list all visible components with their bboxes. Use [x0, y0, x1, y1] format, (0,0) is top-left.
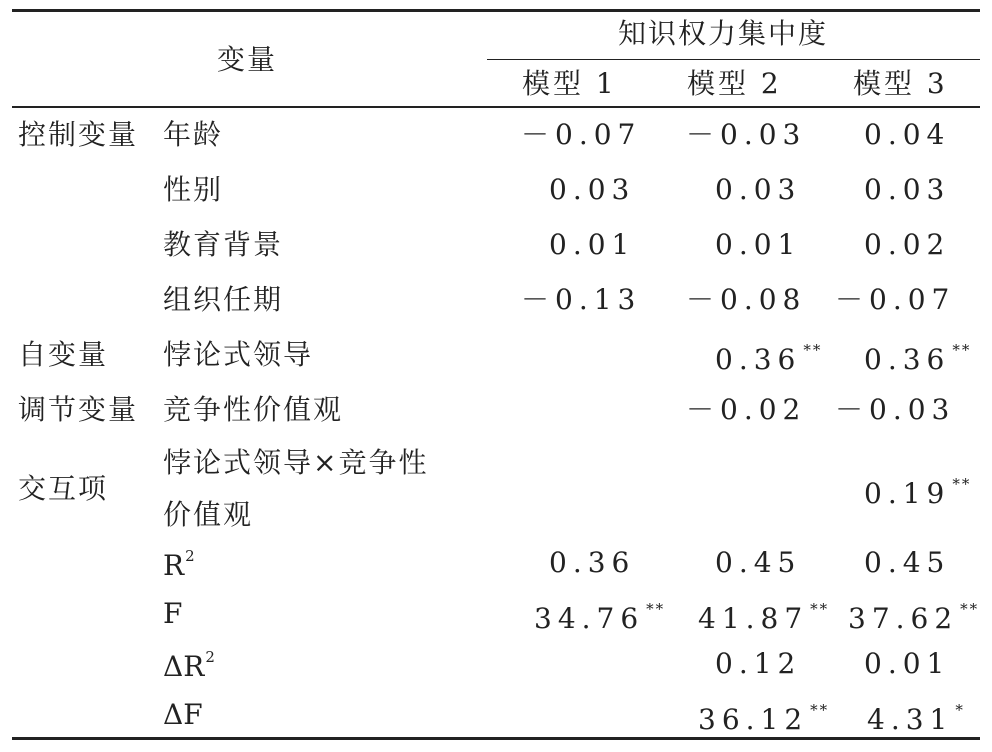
- cell-m1: 0.03: [549, 173, 636, 206]
- category-label: 自变量: [18, 338, 109, 371]
- cell-m3: 0.01: [864, 647, 951, 680]
- header-group: 知识权力集中度: [618, 17, 829, 50]
- cell-m3: 0.04: [864, 118, 951, 151]
- row-label: 悖论式领导: [163, 338, 314, 371]
- cell-m1: －0.13: [521, 283, 642, 316]
- header-model-2: 模型 2: [687, 67, 782, 100]
- cell-m2: 0.03: [715, 173, 802, 206]
- header-model-3: 模型 3: [853, 67, 948, 100]
- cell-m3: 37.62 **: [848, 600, 980, 635]
- row-label: $\Delta R^2$: [163, 648, 215, 683]
- row-label: 竞争性价值观: [163, 393, 344, 426]
- significance-marker: **: [960, 600, 980, 618]
- cell-m2: 0.45: [715, 546, 802, 579]
- cell-m1: 0.36: [549, 546, 636, 579]
- cell-m1: 34.76 **: [534, 600, 666, 635]
- cell-m2: 41.87 **: [698, 600, 830, 635]
- cell-m2: 0.36 **: [715, 341, 823, 376]
- row-label-line2: 价值观: [163, 498, 254, 531]
- category-label: 控制变量: [18, 118, 139, 151]
- significance-marker: **: [952, 475, 972, 493]
- significance-marker: **: [952, 341, 972, 359]
- header-group-rule: [487, 59, 980, 60]
- cell-m3: －0.07: [835, 283, 956, 316]
- header-bottom-rule: [12, 106, 980, 108]
- row-label: ΔF: [163, 698, 203, 731]
- category-label: 交互项: [18, 472, 109, 505]
- cell-m3: 0.02: [864, 228, 951, 261]
- row-label: F: [163, 597, 183, 630]
- row-label: 组织任期: [163, 283, 284, 316]
- cell-m3: 0.36 **: [864, 341, 972, 376]
- significance-marker: **: [646, 600, 666, 618]
- cell-m1: 0.01: [549, 228, 636, 261]
- bottom-rule: [12, 737, 980, 740]
- cell-m2: －0.02: [686, 393, 807, 426]
- row-label: 性别: [163, 173, 224, 206]
- cell-m3: 0.03: [864, 173, 951, 206]
- row-label-line1: 悖论式领导×竞争性: [163, 446, 429, 479]
- cell-m2: 0.01: [715, 228, 802, 261]
- category-label: 调节变量: [18, 393, 139, 426]
- cell-m2: －0.08: [686, 283, 807, 316]
- header-variable: 变量: [217, 43, 278, 76]
- cell-m3: 4.31 *: [867, 701, 965, 736]
- cell-m3: 0.19 **: [864, 475, 972, 510]
- header-model-1: 模型 1: [522, 67, 617, 100]
- row-label: 年龄: [163, 118, 224, 151]
- cell-m3: －0.03: [835, 393, 956, 426]
- superscript-2: 2: [205, 648, 215, 666]
- significance-marker: **: [810, 701, 830, 719]
- cell-m2: 0.12: [715, 647, 802, 680]
- cell-m3: 0.45: [864, 546, 951, 579]
- top-rule: [12, 9, 980, 12]
- superscript-2: 2: [185, 547, 195, 565]
- significance-marker: *: [955, 701, 965, 719]
- significance-marker: **: [803, 341, 823, 359]
- row-label: 教育背景: [163, 228, 284, 261]
- significance-marker: **: [810, 600, 830, 618]
- cell-m2: 36.12 **: [698, 701, 830, 736]
- cell-m1: －0.07: [521, 118, 642, 151]
- row-label: $R^2$: [163, 547, 195, 582]
- cell-m2: －0.03: [686, 118, 807, 151]
